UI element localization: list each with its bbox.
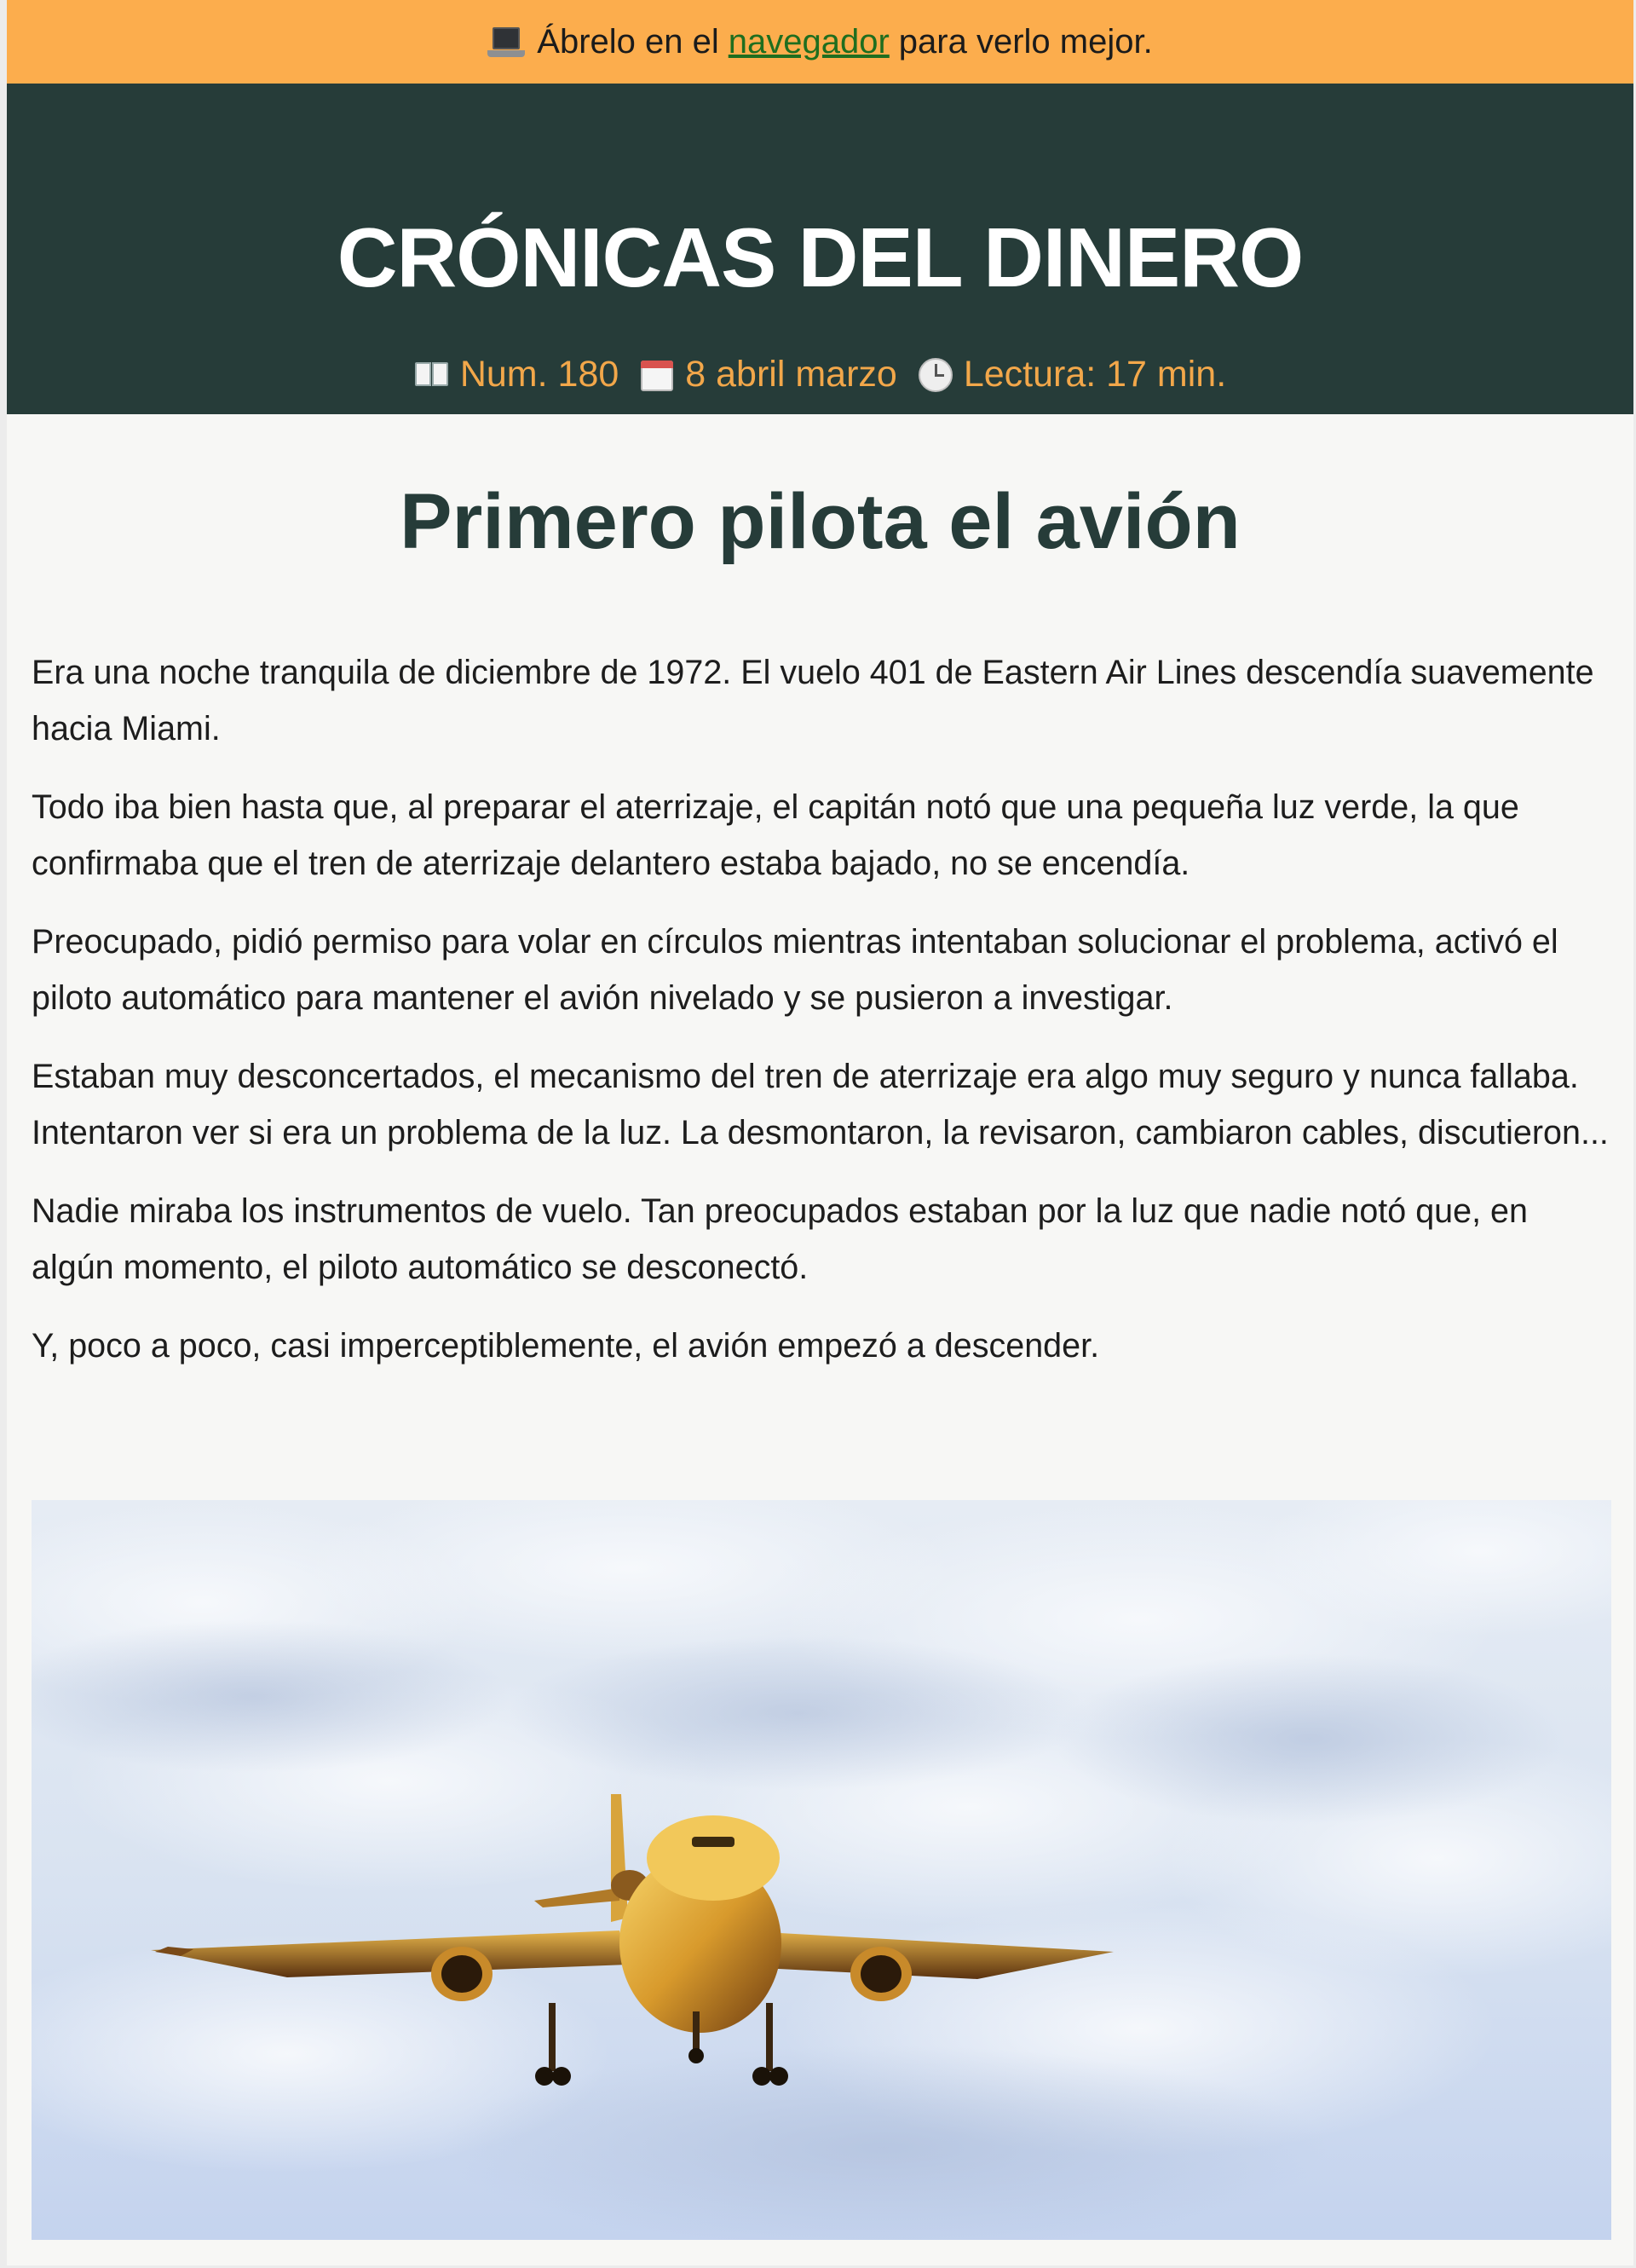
laptop-icon: [487, 27, 525, 60]
issue-date: [639, 354, 897, 395]
clock-icon: [918, 357, 953, 393]
article-paragraph: Era una noche tranquila de diciembre de 1972. El vuelo 401 de Eastern Air Lines descendía suavemente hacia Miami.: [32, 654, 1594, 747]
article-paragraph: Todo iba bien hasta que, al preparar el aterrizaje, el capitán notó que una pequeña luz verde, la que confirmaba que el tren de aterrizaje delantero estaba bajado, no se encendía.: [32, 788, 1519, 882]
calendar-icon: [639, 357, 675, 393]
article-paragraph: Y, poco a poco, casi imperceptiblemente, el avión empezó a descender.: [32, 1327, 1100, 1365]
issue-number: [414, 354, 619, 395]
banner-text-before: Ábrelo en el: [537, 22, 719, 61]
airplane-photo: [32, 1500, 1611, 2240]
issue-date-text: 8 abril marzo: [685, 354, 897, 395]
meta-bar: [7, 331, 1633, 414]
reading-time-text: Lectura: 17 min.: [963, 354, 1227, 395]
article-paragraph: Preocupado, pidió permiso para volar en círculos mientras intentaban solucionar el problema, activó el piloto automático para mantener el avión nivelado y se pusieron a investigar.: [32, 923, 1558, 1017]
open-in-browser-banner: [7, 0, 1633, 84]
article-title: Primero pilota el avión: [400, 478, 1241, 565]
newsletter-page: [7, 0, 1633, 2265]
open-in-browser-link[interactable]: navegador: [728, 22, 890, 61]
article-paragraph: Estaban muy desconcertados, el mecanismo del tren de aterrizaje era algo muy seguro y nunca fallaba. Intentaron ver si era un problema de la luz. La desmontaron, la revisaron, cambiaron cables, discutieron...: [32, 1058, 1609, 1151]
article-body: [32, 644, 1616, 1396]
banner-text-after: para verlo mejor.: [898, 22, 1153, 61]
reading-time: [918, 354, 1226, 395]
book-icon: [414, 357, 450, 393]
article-paragraph: Nadie miraba los instrumentos de vuelo. Tan preocupados estaban por la luz que nadie notó que, en algún momento, el piloto automático se desconectó.: [32, 1192, 1528, 1286]
issue-number-text: Num. 180: [459, 354, 619, 395]
newsletter-brand: CRÓNICAS DEL DINERO: [337, 211, 1304, 304]
